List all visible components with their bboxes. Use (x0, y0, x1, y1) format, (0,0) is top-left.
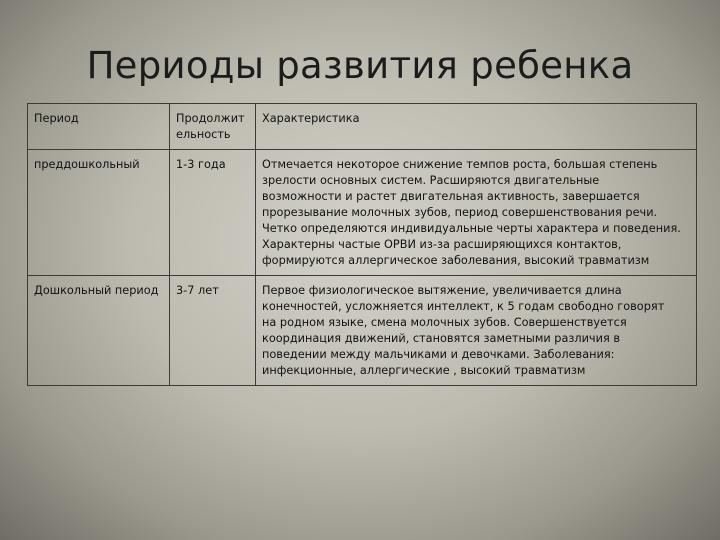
cell-duration: 3-7 лет (170, 276, 256, 386)
periods-table (27, 103, 697, 386)
header-period: Период (28, 104, 170, 150)
cell-characteristic: Отмечается некоторое снижение темпов роста, большая степень зрелости основных систем. Расширяются двигательные возможности и растет двигательная активность, завершается прорезывание молочных зубов, период совершенствования речи. Четко определяются индивидуальные черты характера и поведения. Характерны частые ОРВИ из-за расширяющихся контактов, формируются аллергическое заболевания, высокий травматизм (256, 150, 697, 276)
header-duration: Продолжительность (170, 104, 256, 150)
header-characteristic: Характеристика (256, 104, 697, 150)
cell-period: Дошкольный период (28, 276, 170, 386)
table-row (28, 276, 697, 386)
cell-duration: 1-3 года (170, 150, 256, 276)
slide-title: Периоды развития ребенка (86, 44, 634, 87)
cell-characteristic: Первое физиологическое вытяжение, увеличивается длина конечностей, усложняется интеллект, к 5 годам свободно говорят на родном языке, смена молочных зубов. Совершенствуется координация движений, становятся заметными различия в поведении между мальчиками и девочками. Заболевания: инфекционные, аллергические , высокий травматизм (256, 276, 697, 386)
cell-period: преддошкольный (28, 150, 170, 276)
table-header-row (28, 104, 697, 150)
table-row (28, 150, 697, 276)
